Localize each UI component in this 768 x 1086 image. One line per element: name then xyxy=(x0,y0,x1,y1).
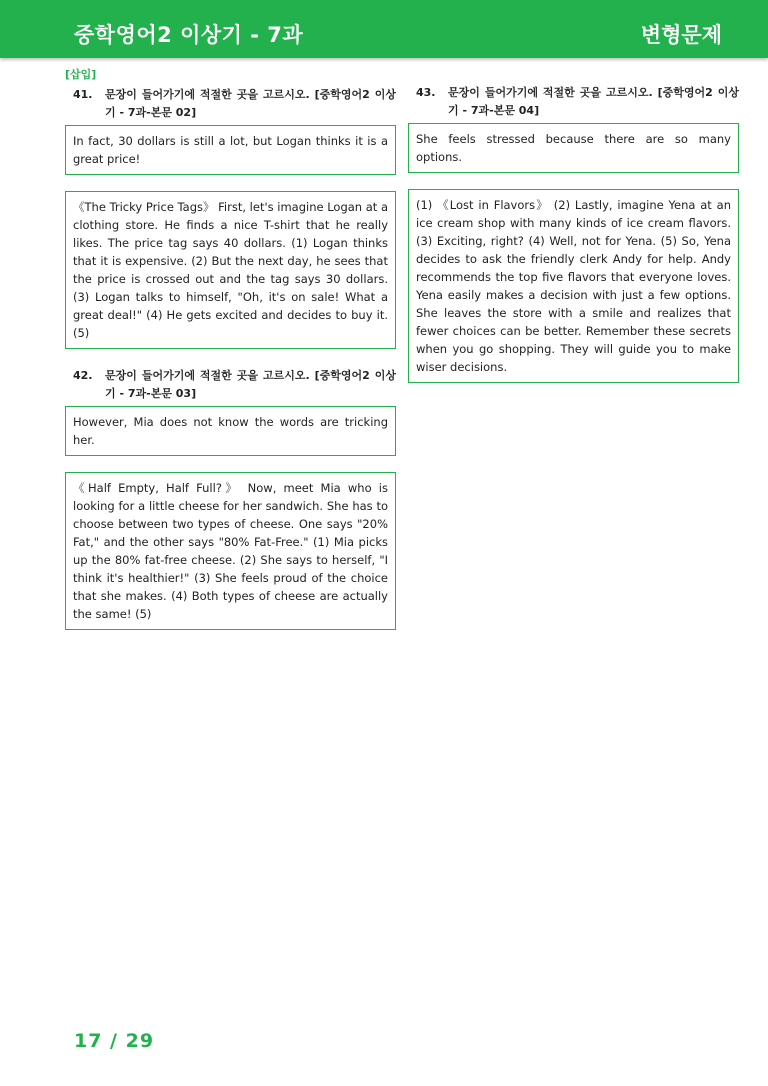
question-instruction: 문장이 들어가기에 적절한 곳을 고르시오. [중학영어2 이상기 - 7과-본문 04] xyxy=(448,86,739,117)
question-41 xyxy=(65,86,396,349)
question-43 xyxy=(408,84,739,383)
header-right-label: 변형문제 xyxy=(640,23,722,47)
given-sentence-box: In fact, 30 dollars is still a lot, but Logan thinks it is a great price! xyxy=(65,125,396,175)
left-column xyxy=(65,66,396,630)
question-number: 43. xyxy=(416,86,436,99)
question-number: 42. xyxy=(73,369,93,382)
question-heading xyxy=(408,84,739,120)
question-instruction: 문장이 들어가기에 적절한 곳을 고르시오. [중학영어2 이상기 - 7과-본문 02] xyxy=(105,88,396,119)
passage-box: (1) 《Lost in Flavors》 (2) Lastly, imagine Yena at an ice cream shop with many kinds of ice cream flavors. (3) Exciting, right? (4) Well, not for Yena. (5) So, Yena decides to ask the friendly clerk Andy for help. Andy recommends the top five flavors that everyone loves. Yena easily makes a decision with just a few options. She leaves the store with a smile and realizes that fewer choices can be better. Remember these secrets when you go shopping. They will guide you to make wiser decisions. xyxy=(408,189,739,383)
passage-box: 《Half Empty, Half Full?》 Now, meet Mia who is looking for a little cheese for her sandwich. She has to choose between two types of cheese. One says "20% Fat," and the other says "80% Fat-Free." (1) Mia picks up the 80% fat-free cheese. (2) She says to herself, "I think it's healthier!" (3) She feels proud of the choice that she makes. (4) Both types of cheese are actually the same! (5) xyxy=(65,472,396,630)
question-heading xyxy=(65,367,396,403)
header-title: 중학영어2 이상기 - 7과 xyxy=(74,23,304,47)
question-42 xyxy=(65,367,396,630)
page-header xyxy=(0,0,768,58)
section-tag: [삽입] xyxy=(65,68,97,81)
question-number: 41. xyxy=(73,88,93,101)
page-number: 17 / 29 xyxy=(74,1030,155,1052)
right-column xyxy=(408,84,739,383)
question-heading xyxy=(65,86,396,122)
passage-box: 《The Tricky Price Tags》 First, let's imagine Logan at a clothing store. He finds a nice T-shirt that he really likes. The price tag says 40 dollars. (1) Logan thinks that it is expensive. (2) But the next day, he sees that the price is crossed out and the tag says 30 dollars. (3) Logan talks to himself, "Oh, it's on sale! What a great deal!" (4) He gets excited and decides to buy it. (5) xyxy=(65,191,396,349)
question-instruction: 문장이 들어가기에 적절한 곳을 고르시오. [중학영어2 이상기 - 7과-본문 03] xyxy=(105,369,396,400)
given-sentence-box: However, Mia does not know the words are tricking her. xyxy=(65,406,396,456)
given-sentence-box: She feels stressed because there are so many options. xyxy=(408,123,739,173)
